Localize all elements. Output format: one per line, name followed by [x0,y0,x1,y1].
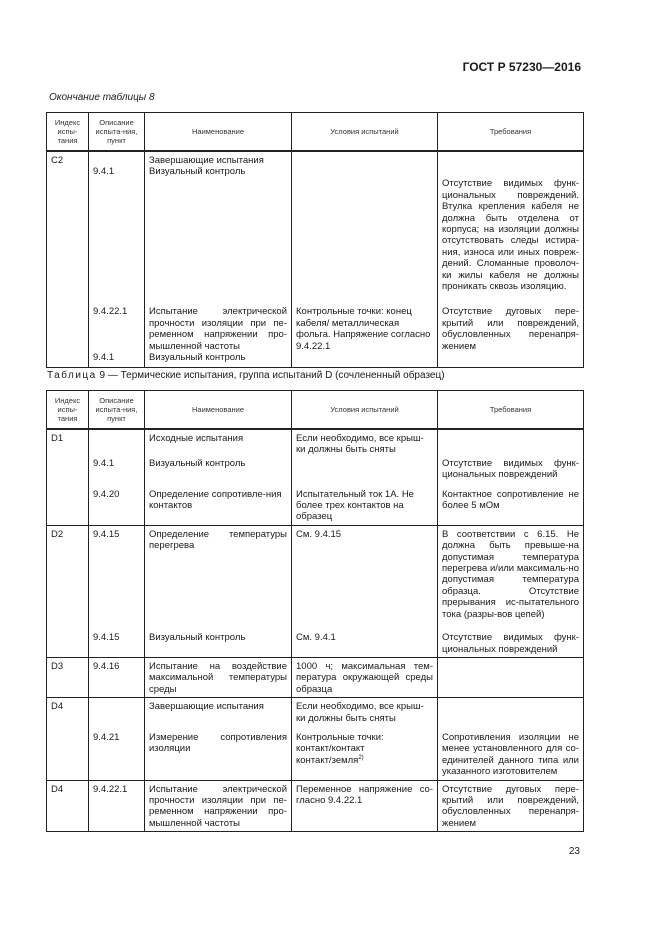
table-row [47,632,584,657]
cell-requirements: Отсутствие дуговых пере-крытий или повреждений, обусловленных перенапря-жением [438,780,584,832]
cell-requirements: Отсутствие видимых функ-циональных повреждений. Втулка крепления кабеля не должна быть отделена от корпуса; на изоляции должны отсутствовать следы истира-ния, износа или иных повреж-дений. Сломанные проволоч-ки жилы кабеля не должны проникать сквозь изоляцию. [438,166,584,306]
cell-name: Испытание электрической прочности изоляции при пе-ременном напряжении про-мышленной частоты [145,780,292,832]
cell-index [47,724,89,780]
cell-index: С2 [47,151,89,166]
cell-conditions [292,151,438,166]
cell-requirements: Отсутствие видимых функ-циональных повреждений [438,632,584,657]
cell-index [47,306,89,352]
col-header-requirements: Требования [438,391,584,430]
cell-clause: 9.4.15 [89,525,145,632]
cond-line: Контрольные точки: [296,731,384,743]
cell-clause [89,151,145,166]
table-row [47,166,584,306]
cell-clause: 9.4.22.1 [89,306,145,352]
table-row [47,525,584,632]
cell-clause: 9.4.1 [89,456,145,489]
col-header-clause: Описание испыта-ния, пункт [89,391,145,430]
cell-clause: 9.4.21 [89,724,145,780]
col-header-conditions: Условия испытаний [292,391,438,430]
cell-name: Испытание электрической прочности изоляции при пе-ременном напряжении про-мышленной частоты [145,306,292,352]
col-header-index: Индекс испы-тания [47,391,89,430]
table-header-row [47,391,584,430]
table-row [47,151,584,166]
cell-conditions: Переменное напряжение со-гласно 9.4.22.1 [292,780,438,832]
cell-clause: 9.4.16 [89,657,145,697]
cell-clause: 9.4.15 [89,632,145,657]
table-row [47,780,584,832]
cell-name: Исходные испытания [145,429,292,456]
cell-name: Определение температуры перегрева [145,525,292,632]
cell-index: D2 [47,525,89,632]
cell-clause: 9.4.1 [89,352,145,367]
cell-index [47,166,89,306]
cell-conditions [292,166,438,306]
cell-name: Визуальный контроль [145,352,292,367]
cond-line: контакт/контакт [296,743,365,755]
cell-conditions [292,352,438,367]
table9-caption-text: 9 — Термические испытания, группа испытаний D (сочлененный образец) [99,370,445,381]
cell-index [47,632,89,657]
col-header-requirements: Требования [438,113,584,152]
cell-requirements [438,657,584,697]
table-row [47,698,584,724]
cell-requirements [438,352,584,367]
cell-clause: 9.4.20 [89,489,145,526]
table-8 [46,112,584,368]
cell-clause [89,698,145,724]
table-row [47,456,584,489]
cell-conditions: Испытательный ток 1А. Не более трех контактов на образец [292,489,438,526]
cell-conditions [292,724,438,780]
table-header-row [47,113,584,152]
cell-name: Завершающие испытания [145,698,292,724]
cell-conditions: См. 9.4.1 [292,632,438,657]
cell-name: Измерение сопротивления изоляции [145,724,292,780]
cell-name: Визуальный контроль [145,456,292,489]
cell-requirements: Отсутствие видимых функ-циональных повреждений [438,456,584,489]
cell-index: D3 [47,657,89,697]
cell-name: Визуальный контроль [145,166,292,306]
col-header-clause: Описание испыта-ния, пункт [89,113,145,152]
cell-name: Завершающие испытания [145,151,292,166]
cell-conditions: 1000 ч; максимальная тем-пература окружающей среды образца [292,657,438,697]
cell-requirements: Отсутствие дуговых пере-крытий или повреждений, обусловленных перенапря-жением [438,306,584,352]
table8-caption: Окончание таблицы 8 [49,92,155,103]
cell-requirements: В соответствии с 6.15. Не должна быть превыше-на допустимая температура перегрева и/или максималь-но допустимая температура образца. Отсутствие прерывания ис-пытательного тока (разры-вов цепей) [438,525,584,632]
cell-requirements [438,429,584,456]
cell-index [47,489,89,526]
cell-index [47,352,89,367]
col-header-index: Индекс испы-тания [47,113,89,152]
cell-requirements [438,698,584,724]
cell-index: D1 [47,429,89,456]
cell-requirements: Сопротивления изоляции не менее установленного для со-единителей данного типа или указанного изготовителем [438,724,584,780]
table-row [47,657,584,697]
table9-caption [47,370,445,381]
cell-name: Визуальный контроль [145,632,292,657]
table-row [47,429,584,456]
cell-requirements [438,151,584,166]
cell-clause: 9.4.1 [89,166,145,306]
table-9 [46,390,584,832]
cell-name: Определение сопротивле-ния контактов [145,489,292,526]
cell-conditions: Если необходимо, все крыш-ки должны быть сняты [292,698,438,724]
page-number: 23 [568,846,580,857]
table-row [47,489,584,526]
cell-index: D4 [47,780,89,832]
cell-index: D4 [47,698,89,724]
cell-clause: 9.4.22.1 [89,780,145,832]
table-row [47,724,584,780]
col-header-conditions: Условия испытаний [292,113,438,152]
cell-conditions: Если необходимо, все крыш-ки должны быть сняты [292,429,438,456]
cell-requirements: Контактное сопротивление не более 5 мОм [438,489,584,526]
cell-clause [89,429,145,456]
table-row [47,352,584,367]
col-header-name: Наименование [145,113,292,152]
cell-name: Испытание на воздействие максимальной температуры среды [145,657,292,697]
cell-conditions: Контрольные точки: конец кабеля/ металлическая фольга. Напряжение согласно 9.4.22.1 [292,306,438,352]
cell-conditions [292,456,438,489]
standard-designation: ГОСТ Р 57230—2016 [462,60,581,74]
cell-index [47,456,89,489]
footnote-marker: 2) [358,754,364,761]
cond-line-text: контакт/земля [296,754,359,766]
col-header-name: Наименование [145,391,292,430]
table9-caption-word: Таблица [47,370,97,381]
cell-conditions: См. 9.4.15 [292,525,438,632]
cond-line [296,755,433,766]
table-row [47,306,584,352]
